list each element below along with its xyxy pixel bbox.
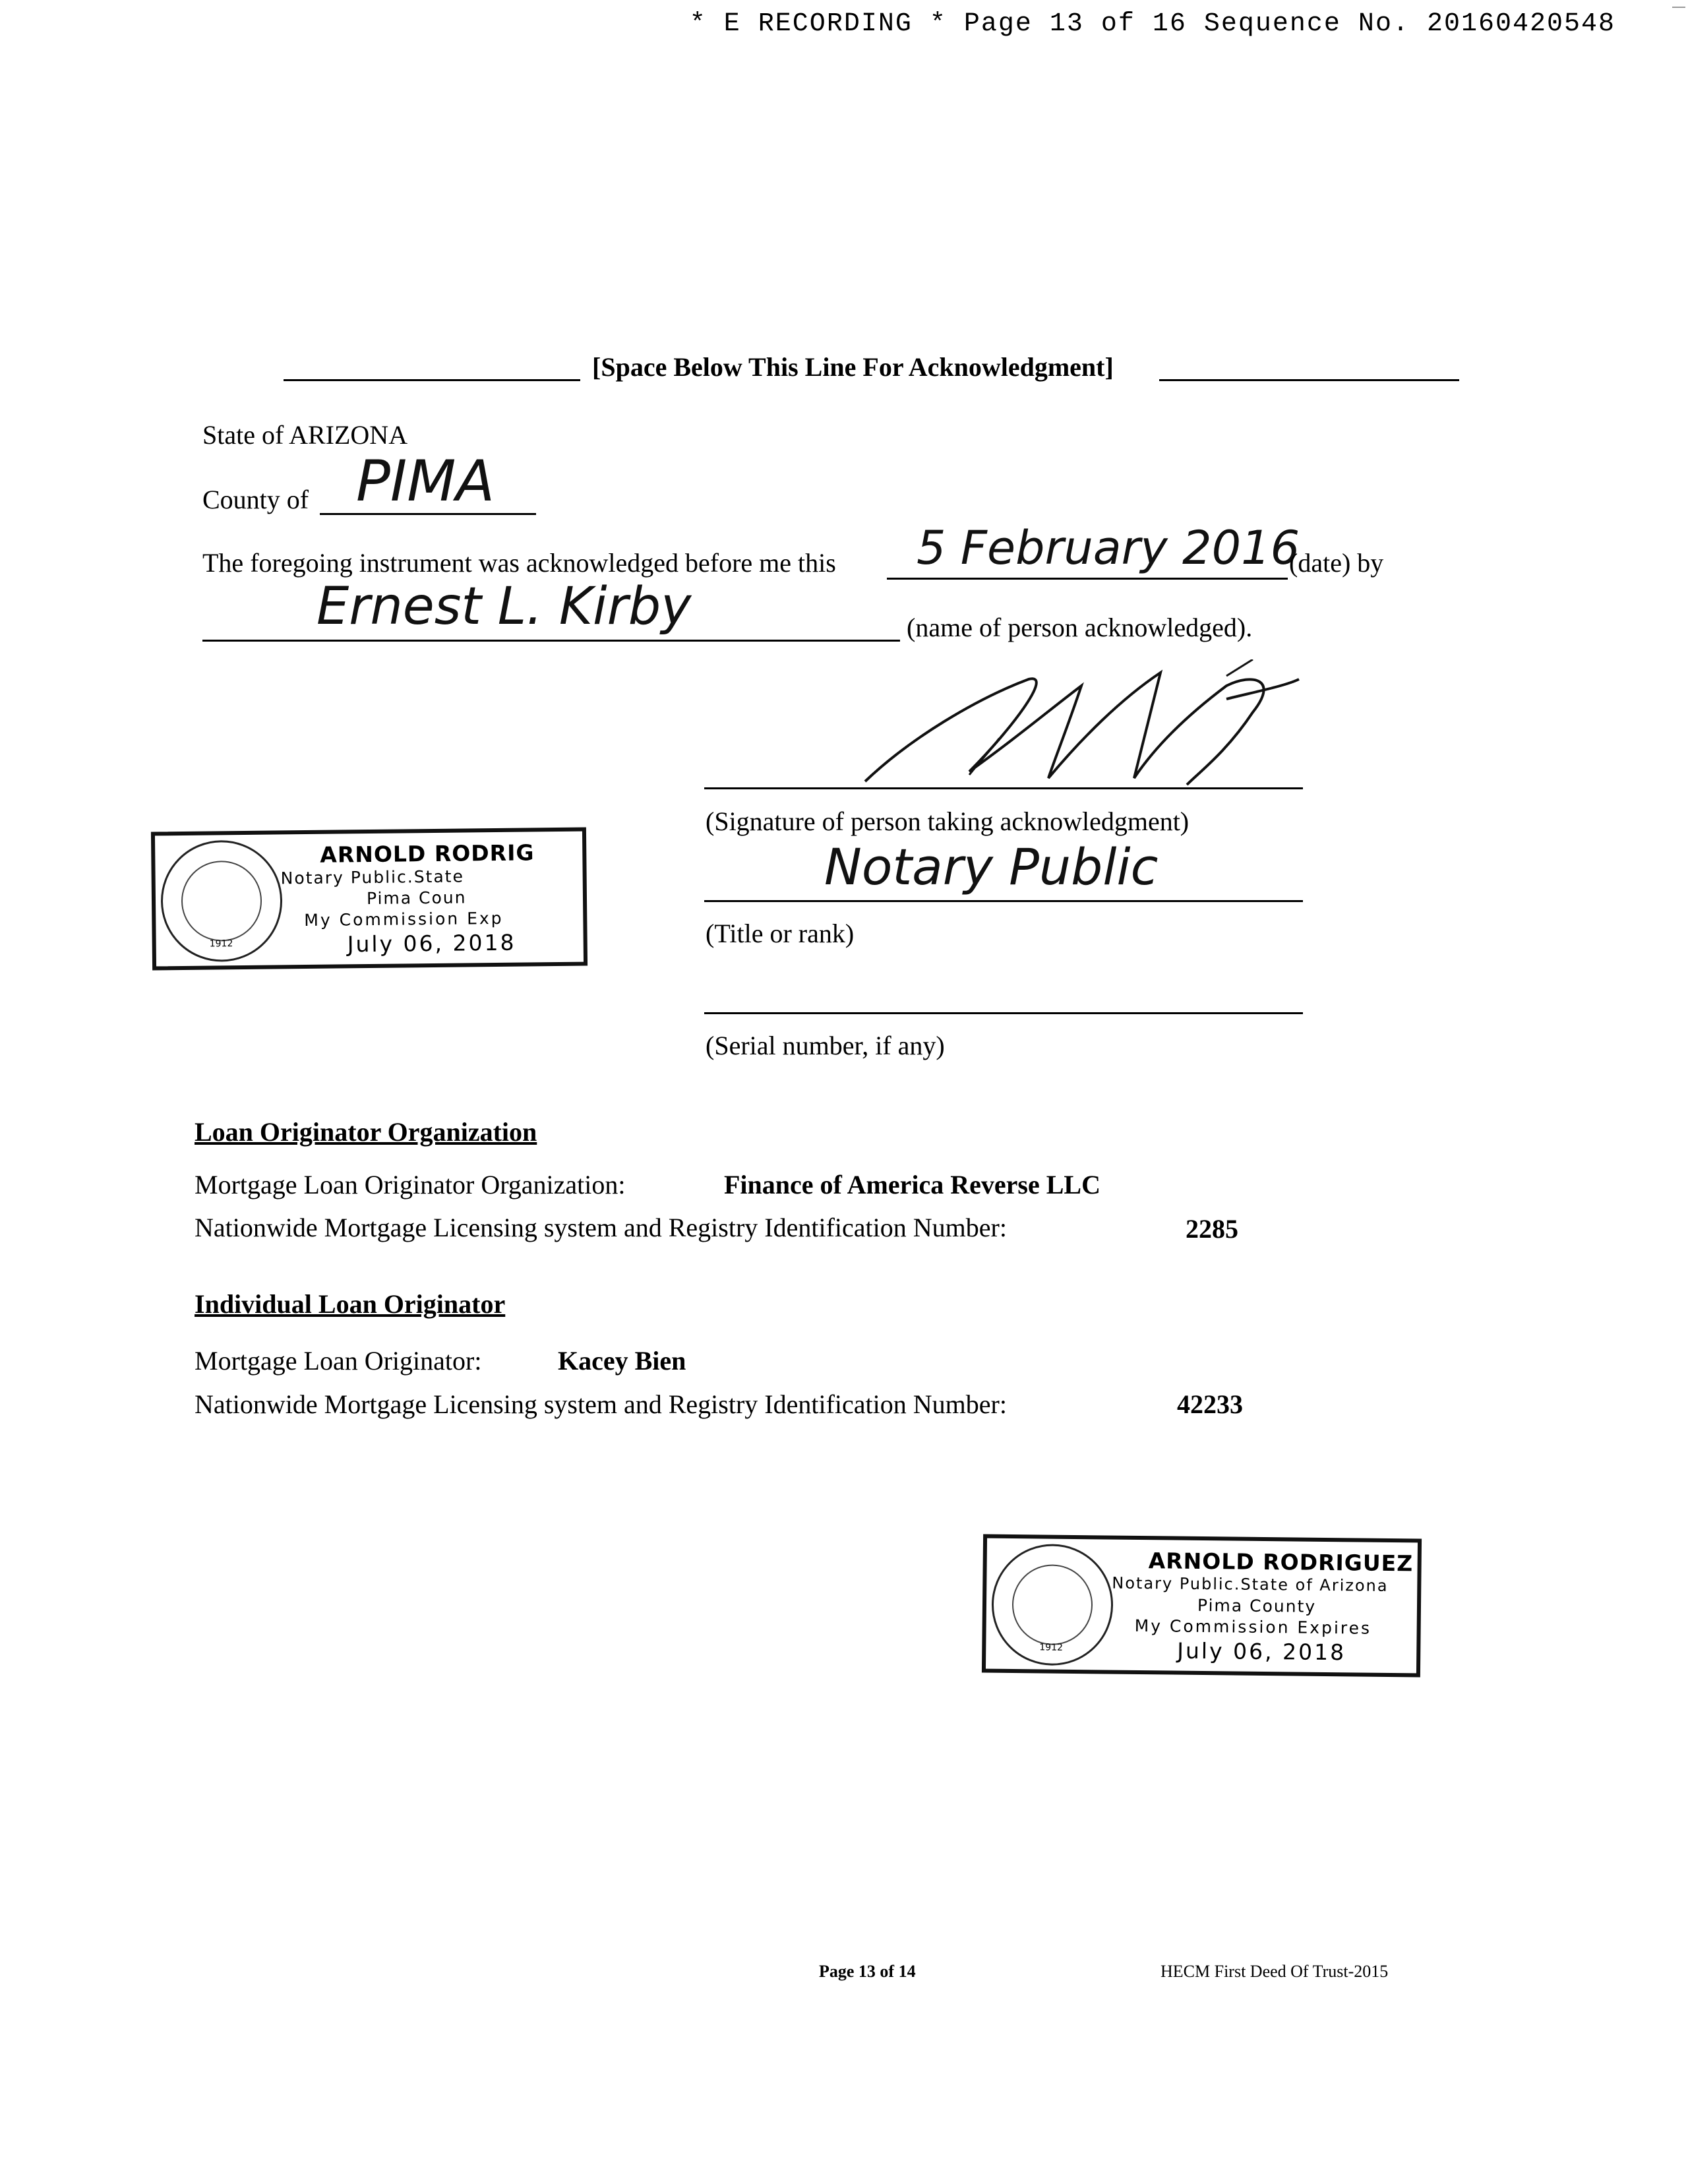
recording-header: * E RECORDING * Page 13 of 16 Sequence No. 20160420548 (689, 9, 1615, 39)
stamp-partial-line2: Pima Coun (366, 888, 467, 909)
title-label: (Title or rank) (706, 919, 855, 948)
loan-org-value: Finance of America Reverse LLC (724, 1170, 1100, 1199)
individual-label: Mortgage Loan Originator: (195, 1346, 482, 1376)
date-suffix: (date) by (1289, 548, 1384, 578)
county-label: County of (202, 485, 309, 514)
date-handwritten: 5 February 2016 (917, 521, 1300, 575)
title-line (704, 900, 1303, 902)
stamp-full-line1: Notary Public.State of Arizona (1112, 1573, 1389, 1595)
stamp-full-date: July 06, 2018 (1177, 1637, 1346, 1666)
loan-org-nmls-label: Nationwide Mortgage Licensing system and Registry Identification Number: (195, 1213, 1007, 1242)
serial-line (704, 1012, 1303, 1014)
state-label: State of ARIZONA (202, 420, 408, 450)
foregoing-text: The foregoing instrument was acknowledged before me this (202, 548, 836, 578)
stamp-partial-line3: My Commission Exp (304, 908, 504, 930)
stamp-partial-line1: Notary Public.State (280, 866, 465, 888)
serial-label: (Serial number, if any) (706, 1031, 945, 1060)
individual-heading: Individual Loan Originator (195, 1289, 506, 1319)
space-below-label: [Space Below This Line For Acknowledgment] (592, 352, 1114, 382)
name-label: (name of person acknowledged). (907, 613, 1253, 642)
footer-form: HECM First Deed Of Trust-2015 (1160, 1962, 1389, 1981)
county-handwritten: PIMA (356, 448, 495, 514)
stamp-full-line2: Pima County (1197, 1595, 1317, 1616)
stamp-full-name: ARNOLD RODRIGUEZ (1148, 1548, 1414, 1577)
title-handwritten: Notary Public (824, 837, 1159, 896)
name-line (202, 640, 900, 642)
notary-seal-icon (160, 839, 283, 962)
edge-mark (1672, 7, 1685, 8)
loan-org-heading: Loan Originator Organization (195, 1117, 537, 1147)
seal-year: 1912 (1039, 1642, 1064, 1653)
notary-seal-icon (991, 1544, 1114, 1666)
separator-line-right (1159, 379, 1459, 381)
signature-line (704, 787, 1303, 789)
stamp-full-line3: My Commission Expires (1134, 1616, 1372, 1638)
notary-stamp-partial (151, 828, 588, 971)
loan-org-label: Mortgage Loan Originator Organization: (195, 1170, 626, 1199)
notary-signature (857, 659, 1306, 791)
individual-nmls-value: 42233 (1177, 1389, 1243, 1419)
separator-line-left (284, 379, 580, 381)
footer-page: Page 13 of 14 (819, 1962, 916, 1981)
name-handwritten: Ernest L. Kirby (316, 577, 692, 636)
individual-value: Kacey Bien (558, 1346, 686, 1376)
date-line (887, 578, 1288, 580)
loan-org-nmls-value: 2285 (1186, 1214, 1238, 1244)
notary-stamp-full (982, 1534, 1422, 1678)
individual-nmls-label: Nationwide Mortgage Licensing system and Registry Identification Number: (195, 1389, 1007, 1419)
stamp-partial-date: July 06, 2018 (347, 929, 516, 957)
seal-year: 1912 (209, 938, 233, 950)
signature-label: (Signature of person taking acknowledgment) (706, 806, 1190, 836)
stamp-partial-name: ARNOLD RODRIG (320, 839, 535, 868)
